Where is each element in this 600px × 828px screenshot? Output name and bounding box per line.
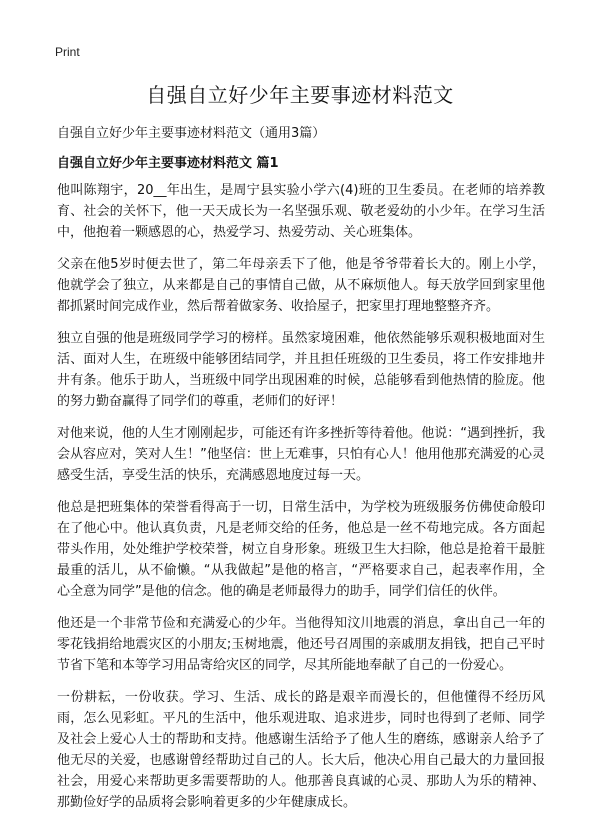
print-label: Print — [55, 45, 80, 59]
paragraph-2: 父亲在他5岁时便去世了，第二年母亲丢下了他，他是爷爷带着长大的。刚上小学，他就学会了独立，从来都是自己的事情自己做，从不麻烦他人。每天放学回到家里他都抓紧时间完成作业，然后帮着做家务、收拾屋子，把家里打理地整整齐齐。 — [57, 257, 545, 314]
paragraph-6: 他还是一个非常节俭和充满爱心的少年。当他得知汶川地震的消息，拿出自己一年的零花钱捐给地震灾区的小朋友;玉树地震，他还号召周围的亲戚朋友捐钱，把自己平时节省下笔和本等学习用品寄给灾区的同学，尽其所能地奉献了自己的一份爱心。 — [57, 616, 545, 673]
document-title: 自强自立好少年主要事迹材料范文 — [146, 83, 454, 107]
document-subtitle: 自强自立好少年主要事迹材料范文（通用3篇） — [57, 126, 326, 141]
paragraph-1: 他叫陈翔宇，20__年出生，是周宁县实验小学六(4)班的卫生委员。在老师的培养教育、社会的关怀下，他一天天成长为一名坚强乐观、敬老爱幼的小少年。在学习生活中，他抱着一颗感恩的心，热爱学习、热爱劳动、关心班集体。 — [57, 183, 545, 240]
paragraph-3: 独立自强的他是班级同学学习的榜样。虽然家境困难，他依然能够乐观积极地面对生活、面对人生，在班级中能够团结同学，并且担任班级的卫生委员，将工作安排地井井有条。他乐于助人，当班级中同学出现困难的时候，总能够看到他热情的脸庞。他的努力勤奋赢得了同学们的尊重，老师们的好评！ — [57, 331, 545, 409]
paragraph-5: 他总是把班集体的荣誉看得高于一切，日常生活中，为学校为班级服务仿佛使命般印在了他心中。他认真负责，凡是老师交给的任务，他总是一丝不苟地完成。各方面起带头作用，处处维护学校荣誉，树立自身形象。班级卫生大扫除，他总是抢着干最脏最重的活儿，从不偷懒。“从我做起”是他的格言，“严格要求自己，起表率作用，全心全意为同学”是他的信念。他的确是老师最得力的助手，同学们信任的伙伴。 — [57, 500, 545, 599]
paragraph-7: 一份耕耘，一份收获。学习、生活、成长的路是艰辛而漫长的，但他懂得不经历风雨，怎么见彩虹。平凡的生活中，他乐观进取、追求进步，同时也得到了老师、同学及社会上爱心人士的帮助和支持。他感谢生活给予了他人生的磨练，感谢亲人给予了他无尽的关爱，也感谢曾经帮助过自己的人。长大后，他决心用自己最大的力量回报社会，用爱心来帮助更多需要帮助的人。他那善良真诚的心灵、那助人为乐的精神、那勤俭好学的品质将会影响着更多的少年健康成长。 — [57, 690, 545, 810]
paragraph-4: 对他来说，他的人生才刚刚起步，可能还有许多挫折等待着他。他说：“遇到挫折，我会从容应对，笑对人生！”他坚信：世上无难事，只怕有心人！他用他那充满爱的心灵感受生活，享受生活的快乐，充满感恩地度过每一天。 — [57, 426, 545, 483]
section-heading: 自强自立好少年主要事迹材料范文 篇1 — [57, 156, 279, 171]
document-body — [57, 180, 545, 824]
